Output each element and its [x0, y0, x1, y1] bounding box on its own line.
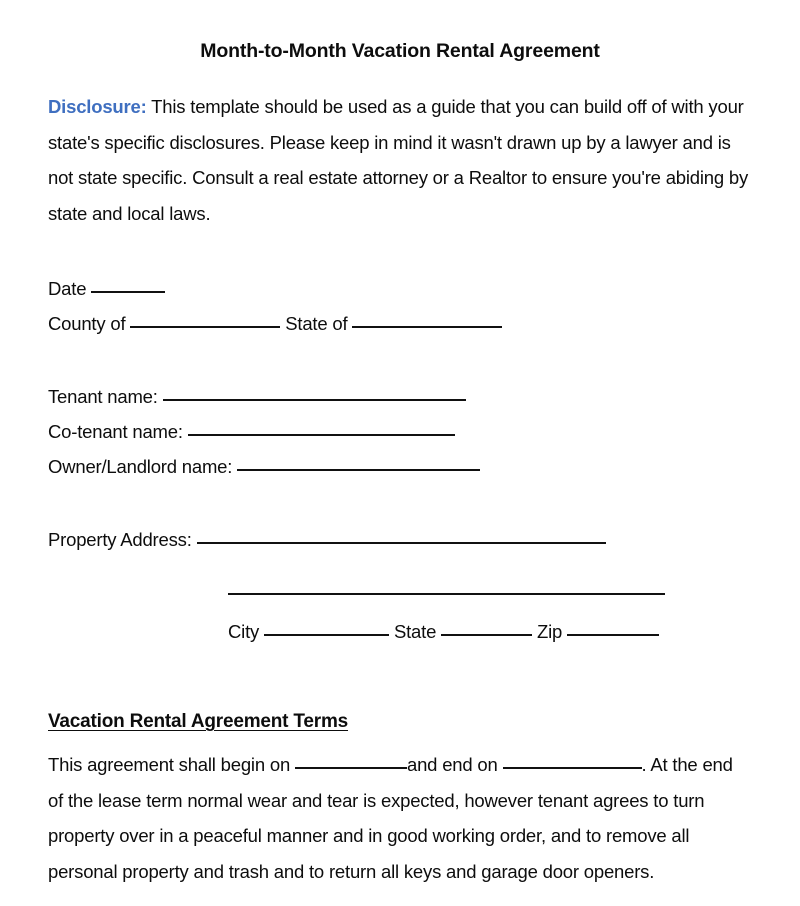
disclosure-text: This template should be used as a guide that you can build off of with your state's specific disclosures. Please keep in mind it wasn't drawn up by a lawyer and is not state specific. Consult a real estate attorney or a Realtor to ensure you're abiding by state and local laws. [48, 96, 749, 224]
state-label: State of [280, 313, 353, 335]
property-address-row [48, 522, 752, 557]
zip-blank[interactable] [567, 634, 659, 636]
tenant-name-blank[interactable] [163, 399, 466, 401]
property-address-block [48, 522, 752, 649]
county-blank[interactable] [130, 326, 280, 328]
state-blank[interactable] [352, 326, 502, 328]
city-label: City [228, 621, 265, 643]
terms-text-part-2: and end on [406, 754, 503, 776]
date-label: Date [48, 278, 92, 300]
cotenant-name-blank[interactable] [188, 434, 455, 436]
date-blank[interactable] [91, 291, 165, 293]
cotenant-name-label: Co-tenant name: [48, 421, 188, 443]
city-state-zip-row [228, 614, 752, 649]
zip-label: Zip [532, 621, 568, 643]
terms-heading: Vacation Rental Agreement Terms [48, 711, 349, 733]
city-blank[interactable] [264, 634, 389, 636]
lease-end-date-blank[interactable] [503, 767, 642, 769]
property-address-blank-line1[interactable] [197, 542, 606, 544]
state-abbrev-blank[interactable] [441, 634, 532, 636]
lease-begin-date-blank[interactable] [295, 767, 407, 769]
disclosure-paragraph [48, 89, 752, 231]
state-abbrev-label: State [389, 621, 442, 643]
property-address-blank-line2[interactable] [228, 593, 665, 595]
date-location-block [48, 271, 752, 341]
terms-paragraph [48, 747, 752, 889]
terms-text-part-1: This agreement shall begin on [48, 754, 295, 776]
owner-name-row [48, 449, 752, 484]
terms-text-part-3: . At the end of the lease term normal wear and tear is expected, however tenant agrees to turn property over in a peaceful manner and in good working order, and to remove all personal property and trash and to return all keys and garage door openers. [48, 754, 733, 882]
owner-name-blank[interactable] [237, 469, 480, 471]
county-state-row [48, 306, 752, 341]
tenant-name-label: Tenant name: [48, 386, 163, 408]
names-block [48, 379, 752, 484]
tenant-name-row [48, 379, 752, 414]
page-title: Month-to-Month Vacation Rental Agreement [200, 40, 600, 62]
date-row [48, 271, 752, 306]
disclosure-label: Disclosure: [48, 96, 147, 118]
property-address-label: Property Address: [48, 529, 197, 551]
terms-heading-wrap [48, 711, 752, 733]
cotenant-name-row [48, 414, 752, 449]
property-address-row-2 [228, 573, 752, 608]
county-label: County of [48, 313, 131, 335]
owner-name-label: Owner/Landlord name: [48, 456, 238, 478]
